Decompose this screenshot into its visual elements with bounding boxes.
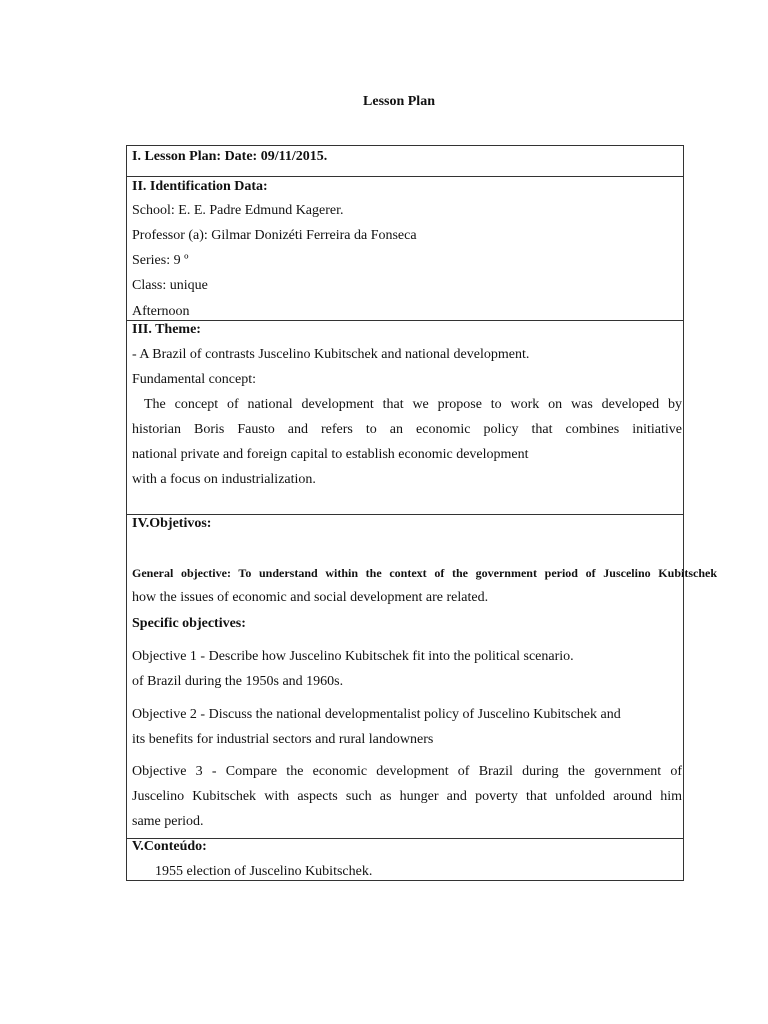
content-list-item	[155, 864, 372, 880]
section-contents	[126, 838, 684, 881]
section-heading: III. Theme:	[132, 322, 201, 337]
section-heading: V.Conteúdo:	[132, 839, 207, 854]
concept-line: with a focus on industrialization.	[132, 472, 316, 487]
objective-2-line: Objective 2 - Discuss the national developmentalist policy of Juscelino Kubitschek and	[132, 707, 621, 722]
section-heading: I. Lesson Plan: Date: 09/11/2015.	[132, 149, 328, 164]
document-title: Lesson Plan	[363, 94, 435, 109]
section-objectives	[126, 514, 717, 838]
professor-text: Professor (a): Gilmar Donizéti Ferreira da Fonseca	[132, 228, 417, 243]
period-text: Afternoon	[132, 304, 190, 319]
school-text: School: E. E. Padre Edmund Kagerer.	[132, 203, 344, 218]
general-objective-line: General objective: To understand within the context of the government period of Juscelino Kubitschek	[132, 566, 717, 580]
section-heading: II. Identification Data:	[132, 179, 268, 194]
objective-1-line: Objective 1 - Describe how Juscelino Kubitschek fit into the political scenario.	[132, 649, 574, 664]
concept-line: historian Boris Fausto and refers to an economic policy that combines initiative	[132, 422, 682, 437]
objective-3-line: Juscelino Kubitschek with aspects such as hunger and poverty that unfolded around him	[132, 789, 682, 804]
content-item-text: 1955 election of Juscelino Kubitschek.	[155, 864, 373, 879]
section-lesson-plan-date	[126, 145, 684, 176]
objective-1-line: of Brazil during the 1950s and 1960s.	[132, 674, 344, 689]
concept-line: The concept of national development that we propose to work on was developed by	[144, 397, 682, 412]
section-identification	[126, 176, 684, 320]
concept-label: Fundamental concept:	[132, 372, 257, 387]
objective-3-line: Objective 3 - Compare the economic development of Brazil during the government of	[132, 764, 682, 779]
objective-3-line: same period.	[132, 814, 204, 829]
section-theme	[126, 320, 684, 514]
specific-objectives-label: Specific objectives:	[132, 616, 246, 631]
concept-line: national private and foreign capital to establish economic development	[132, 447, 529, 462]
general-objective-line: how the issues of economic and social development are related.	[132, 590, 489, 605]
class-text: Class: unique	[132, 278, 208, 293]
theme-text: - A Brazil of contrasts Juscelino Kubitschek and national development.	[132, 347, 530, 362]
section-heading: IV.Objetivos:	[132, 516, 212, 531]
objective-2-line: its benefits for industrial sectors and rural landowners	[132, 732, 434, 747]
series-text: Series: 9 º	[132, 253, 189, 268]
